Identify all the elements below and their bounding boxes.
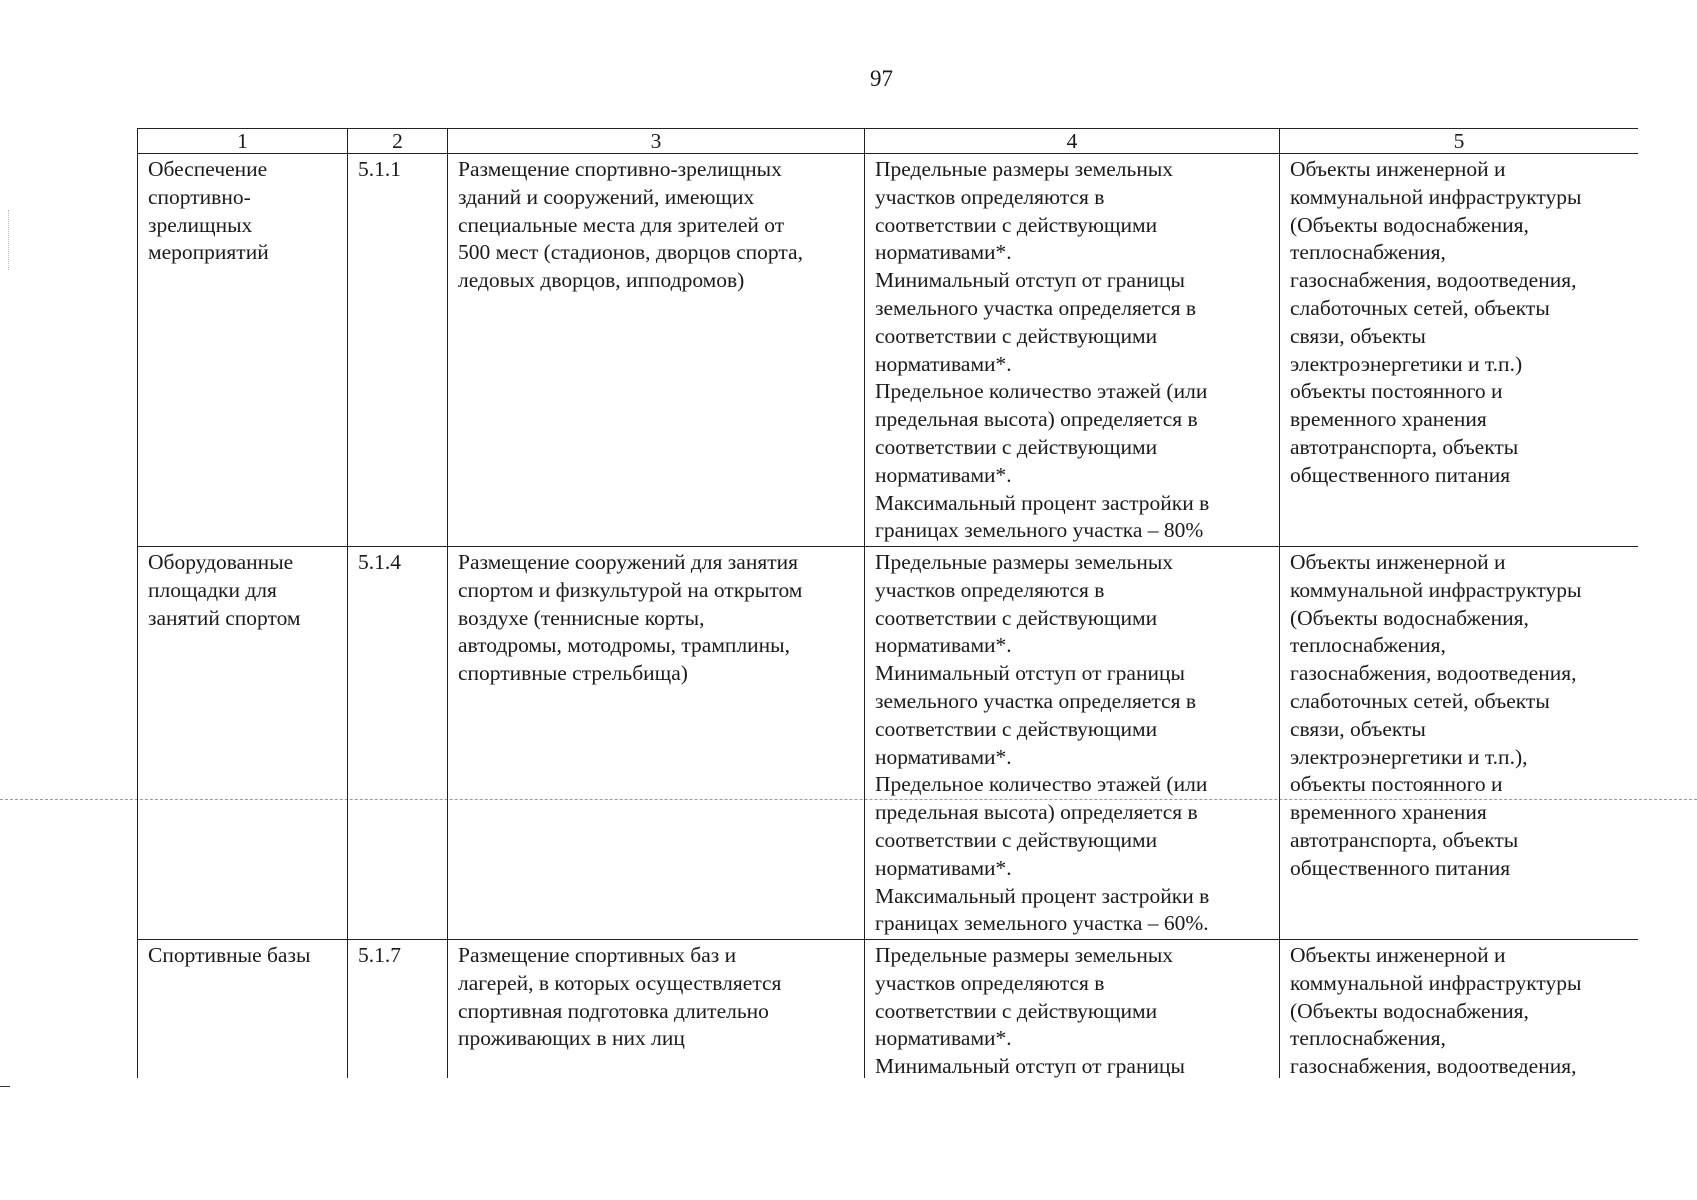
cell-text-line: объекты постоянного и	[1290, 379, 1503, 404]
cell-text-line: (Объекты водоснабжения,	[1290, 212, 1529, 237]
cell-use-parameters	[865, 940, 1280, 1079]
cell-use-name	[138, 940, 348, 1079]
cell-text-line: Минимальный отступ от границы	[875, 1054, 1185, 1078]
cell-text-line: нормативами*.	[875, 633, 1012, 658]
cell-auxiliary-uses	[1280, 547, 1639, 940]
cell-text-line: электроэнергетики и т.п.)	[1290, 351, 1523, 376]
cell-text-line: соответствии с действующими	[875, 998, 1158, 1023]
cell-use-parameters	[865, 154, 1280, 547]
cell-text-line: Предельное количество этажей (или	[875, 379, 1208, 404]
table-header-row	[138, 129, 1639, 154]
header-col-2: 2	[348, 129, 448, 154]
cell-text-line: Максимальный процент застройки в	[875, 490, 1210, 515]
cell-use-code: 5.1.7	[348, 940, 448, 1079]
scan-margin-speck	[8, 210, 10, 270]
cell-text-line: спортивно-	[148, 184, 251, 209]
cell-text-line: общественного питания	[1290, 855, 1511, 880]
cell-text-line: Объекты инженерной и	[1290, 943, 1506, 967]
cell-text-line: земельного участка определяется в	[875, 688, 1196, 713]
cell-text-line: связи, объекты	[1290, 323, 1426, 348]
cell-text-line: Предельные размеры земельных	[875, 943, 1174, 967]
cell-text-line: теплоснабжения,	[1290, 1026, 1446, 1051]
cell-text-line: теплоснабжения,	[1290, 240, 1446, 265]
cell-text-line: коммунальной инфраструктуры	[1290, 577, 1582, 602]
cell-text-line: нормативами*.	[875, 744, 1012, 769]
cell-text-line: Предельное количество этажей (или	[875, 772, 1208, 797]
cell-text-line: нормативами*.	[875, 462, 1012, 487]
cell-use-description	[448, 940, 865, 1079]
cell-text-line: зрелищных	[148, 212, 253, 237]
cell-text-line: связи, объекты	[1290, 716, 1426, 741]
cell-auxiliary-uses	[1280, 154, 1639, 547]
cell-use-description	[448, 547, 865, 940]
cell-use-code: 5.1.1	[348, 154, 448, 547]
cell-text-line: Объекты инженерной и	[1290, 550, 1506, 574]
cell-text-line: ледовых дворцов, ипподромов)	[458, 268, 745, 293]
cell-text-line: предельная высота) определяется в	[875, 407, 1198, 432]
cell-text-line: специальные места для зрителей от	[458, 212, 785, 237]
cell-text-line: газоснабжения, водоотведения,	[1290, 268, 1577, 293]
cell-text-line: коммунальной инфраструктуры	[1290, 970, 1582, 995]
cell-text-line: площадки для	[148, 577, 277, 602]
cell-text-line: Минимальный отступ от границы	[875, 268, 1185, 293]
cell-use-name	[138, 154, 348, 547]
header-col-5: 5	[1280, 129, 1639, 154]
table-body	[138, 154, 1639, 1079]
cell-text-line: земельного участка определяется в	[875, 295, 1196, 320]
table-row	[138, 547, 1639, 940]
cell-text-line: временного хранения	[1290, 407, 1487, 432]
cell-text-line: нормативами*.	[875, 240, 1012, 265]
cell-text-line: границах земельного участка – 60%.	[875, 911, 1209, 936]
cell-text-line: Обеспечение	[148, 157, 268, 181]
cell-text-line: автодромы, мотодромы, трамплины,	[458, 633, 791, 658]
cell-text-line: Размещение спортивных баз и	[458, 943, 737, 967]
cell-text-line: Размещение спортивно-зрелищных	[458, 157, 782, 181]
cell-text-line: общественного питания	[1290, 462, 1511, 487]
cell-text-line: (Объекты водоснабжения,	[1290, 998, 1529, 1023]
cell-text-line: участков определяются в	[875, 970, 1105, 995]
table-container	[137, 128, 1638, 1078]
cell-text-line: проживающих в них лиц	[458, 1026, 685, 1051]
header-col-4: 4	[865, 129, 1280, 154]
cell-use-parameters	[865, 547, 1280, 940]
cell-text-line: временного хранения	[1290, 800, 1487, 825]
cell-text-line: соответствии с действующими	[875, 827, 1158, 852]
cell-text-line: теплоснабжения,	[1290, 633, 1446, 658]
cell-text-line: Оборудованные	[148, 550, 294, 574]
cell-use-name	[138, 547, 348, 940]
cell-text-line: Предельные размеры земельных	[875, 157, 1174, 181]
scan-margin-tick	[0, 1086, 10, 1087]
cell-text-line: Спортивные базы	[148, 943, 311, 967]
cell-text-line: лагерей, в которых осуществляется	[458, 970, 782, 995]
cell-text-line: соответствии с действующими	[875, 605, 1158, 630]
cell-text-line: автотранспорта, объекты	[1290, 434, 1519, 459]
cell-text-line: автотранспорта, объекты	[1290, 827, 1519, 852]
table-row	[138, 154, 1639, 547]
cell-text-line: Максимальный процент застройки в	[875, 883, 1210, 908]
cell-use-code: 5.1.4	[348, 547, 448, 940]
cell-text-line: зданий и сооружений, имеющих	[458, 184, 755, 209]
cell-text-line: объекты постоянного и	[1290, 772, 1503, 797]
cell-text-line: Размещение сооружений для занятия	[458, 550, 799, 574]
cell-text-line: Предельные размеры земельных	[875, 550, 1174, 574]
cell-text-line: (Объекты водоснабжения,	[1290, 605, 1529, 630]
cell-text-line: Минимальный отступ от границы	[875, 661, 1185, 686]
cell-text-line: участков определяются в	[875, 184, 1105, 209]
cell-text-line: газоснабжения, водоотведения,	[1290, 661, 1577, 686]
cell-text-line: коммунальной инфраструктуры	[1290, 184, 1582, 209]
cell-text-line: предельная высота) определяется в	[875, 800, 1198, 825]
cell-text-line: газоснабжения, водоотведения,	[1290, 1054, 1577, 1078]
cell-use-description	[448, 154, 865, 547]
cell-text-line: слаботочных сетей, объекты	[1290, 688, 1550, 713]
cell-text-line: воздухе (теннисные корты,	[458, 605, 705, 630]
cell-text-line: занятий спортом	[148, 605, 301, 630]
cell-text-line: нормативами*.	[875, 351, 1012, 376]
cell-text-line: соответствии с действующими	[875, 434, 1158, 459]
page-number: 97	[870, 66, 893, 91]
header-col-3: 3	[448, 129, 865, 154]
land-use-table	[137, 128, 1638, 1078]
cell-text-line: участков определяются в	[875, 577, 1105, 602]
cell-text-line: электроэнергетики и т.п.),	[1290, 744, 1528, 769]
cell-text-line: границах земельного участка – 80%	[875, 518, 1204, 543]
cell-text-line: соответствии с действующими	[875, 323, 1158, 348]
cell-text-line: слаботочных сетей, объекты	[1290, 295, 1550, 320]
cell-text-line: мероприятий	[148, 240, 269, 265]
cell-text-line: спортивные стрельбища)	[458, 661, 688, 686]
cell-text-line: спортом и физкультурой на открытом	[458, 577, 803, 602]
cell-auxiliary-uses	[1280, 940, 1639, 1079]
cell-text-line: Объекты инженерной и	[1290, 157, 1506, 181]
cell-text-line: соответствии с действующими	[875, 212, 1158, 237]
cell-text-line: 500 мест (стадионов, дворцов спорта,	[458, 240, 803, 265]
cell-text-line: нормативами*.	[875, 855, 1012, 880]
cell-text-line: нормативами*.	[875, 1026, 1012, 1051]
table-row	[138, 940, 1639, 1079]
cell-text-line: спортивная подготовка длительно	[458, 998, 769, 1023]
cell-text-line: соответствии с действующими	[875, 716, 1158, 741]
header-col-1: 1	[138, 129, 348, 154]
